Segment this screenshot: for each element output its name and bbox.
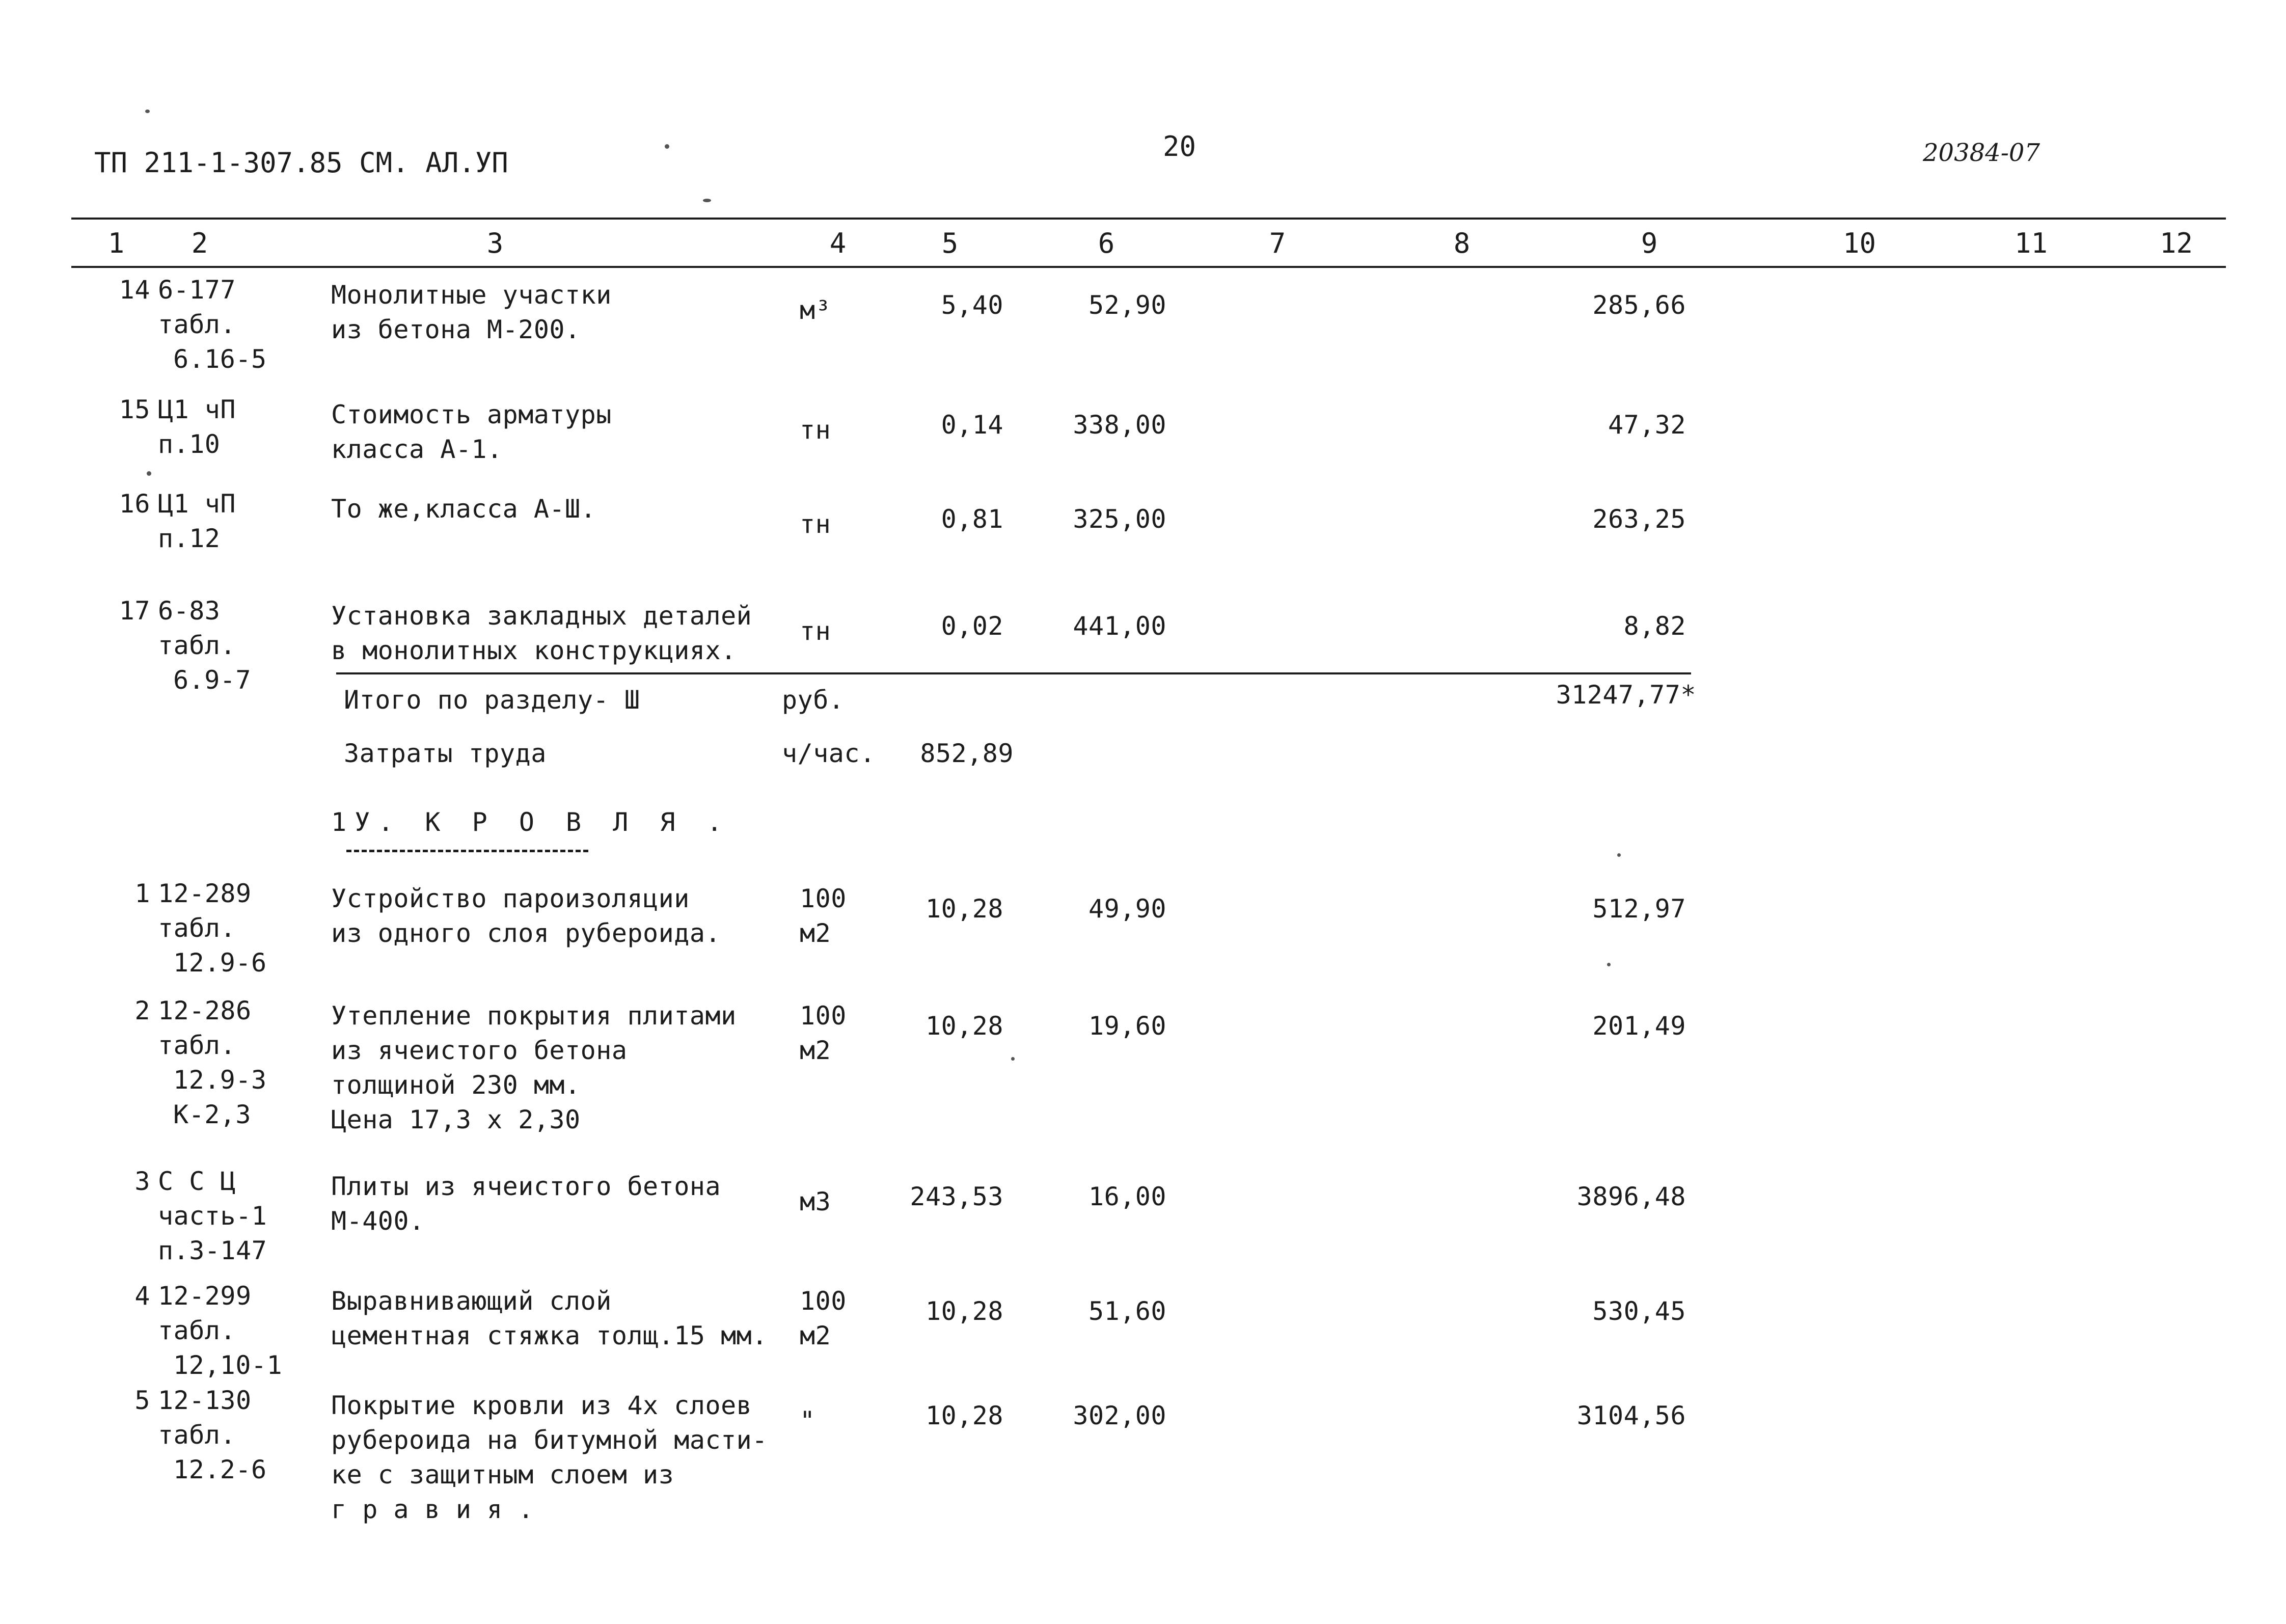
norm-code-line: 6.16-5 — [173, 344, 267, 374]
scan-speck — [703, 199, 711, 202]
norm-code-line: 12-289 — [158, 879, 252, 908]
subtotal-unit: ч/час. — [782, 739, 876, 768]
description-line: Плиты из ячеистого бетона — [331, 1172, 721, 1201]
norm-code-line: Ц1 чП — [158, 489, 236, 519]
norm-code-line: п.12 — [158, 524, 221, 553]
norm-code-line: 12.9-3 — [173, 1065, 267, 1095]
norm-code-line: 12-286 — [158, 996, 252, 1025]
description-line: М-400. — [331, 1206, 425, 1236]
unit-line: м2 — [800, 1321, 831, 1350]
row-number: 14 — [119, 275, 150, 305]
description-line: в монолитных конструкциях. — [331, 636, 737, 665]
description-line: из ячеистого бетона — [331, 1036, 628, 1065]
description-line: ке с защитным слоем из — [331, 1460, 674, 1490]
column-number: 11 — [2015, 227, 2048, 259]
unit-price: 16,00 — [1088, 1182, 1166, 1211]
row-number: 16 — [119, 489, 150, 519]
total-cost: 201,49 — [1592, 1011, 1686, 1041]
table-top-rule — [71, 218, 2226, 220]
column-number: 10 — [1843, 227, 1876, 259]
row-number: 2 — [134, 996, 150, 1025]
column-number: 3 — [486, 227, 504, 259]
norm-code-line: часть-1 — [158, 1201, 267, 1231]
norm-code-line: табл. — [158, 913, 236, 943]
subtotal-value: 852,89 — [920, 739, 1014, 768]
column-number: 8 — [1453, 227, 1471, 259]
column-number: 7 — [1269, 227, 1286, 259]
unit-line: тн — [800, 509, 831, 539]
unit-line: м³ — [800, 295, 831, 325]
description-line: Выравнивающий слой — [331, 1286, 612, 1316]
unit-price: 51,60 — [1088, 1296, 1166, 1326]
scan-speck — [1607, 963, 1611, 966]
norm-code-line: табл. — [158, 1316, 236, 1345]
norm-code-line: Ц1 чП — [158, 395, 236, 424]
description-line: из бетона М-200. — [331, 315, 581, 344]
unit-line: м3 — [800, 1187, 831, 1216]
description-line: Покрытие кровли из 4х слоев — [331, 1391, 752, 1420]
norm-code-line: табл. — [158, 631, 236, 660]
unit-line: " — [800, 1406, 815, 1436]
norm-code-line: табл. — [158, 1031, 236, 1060]
unit-line: 100 — [800, 1001, 847, 1031]
unit-price: 338,00 — [1073, 410, 1166, 440]
norm-code-line: 12-299 — [158, 1281, 252, 1311]
total-cost: 3896,48 — [1576, 1182, 1686, 1211]
description-line: Цена 17,3 х 2,30 — [331, 1105, 581, 1134]
section-heading: 1У. К Р О В Л Я . — [331, 807, 730, 837]
row-number: 5 — [134, 1386, 150, 1415]
column-number: 5 — [941, 227, 959, 259]
scan-speck — [1011, 1057, 1015, 1061]
description-line: То же,класса А-Ш. — [331, 494, 596, 524]
doc-code: ТП 211-1-307.85 СМ. АЛ.УП — [94, 147, 508, 179]
scan-speck — [147, 471, 151, 476]
unit-price: 19,60 — [1088, 1011, 1166, 1041]
norm-code-line: п.3-147 — [158, 1236, 267, 1265]
scan-speck — [1617, 853, 1621, 857]
norm-code-line: табл. — [158, 310, 236, 339]
column-number: 6 — [1098, 227, 1115, 259]
norm-code-line: 12,10-1 — [173, 1350, 283, 1380]
total-cost: 8,82 — [1623, 611, 1686, 641]
norm-code-line: п.10 — [158, 429, 221, 459]
norm-code-line: К-2,3 — [173, 1100, 252, 1129]
unit-line: м2 — [800, 918, 831, 948]
section-heading-underline — [346, 850, 588, 852]
unit-line: 100 — [800, 884, 847, 913]
description-line: цементная стяжка толщ.15 мм. — [331, 1321, 768, 1350]
unit-price: 302,00 — [1073, 1401, 1166, 1430]
total-cost: 285,66 — [1592, 290, 1686, 320]
row-number: 3 — [134, 1167, 150, 1196]
unit-price: 49,90 — [1088, 894, 1166, 924]
row-number: 17 — [119, 596, 150, 626]
scan-speck — [145, 110, 150, 113]
subtotal-unit: руб. — [782, 685, 845, 715]
quantity: 10,28 — [925, 1011, 1003, 1041]
description-line: Стоимость арматуры — [331, 400, 612, 429]
unit-line: м2 — [800, 1036, 831, 1065]
row-number: 15 — [119, 395, 150, 424]
unit-price: 325,00 — [1073, 504, 1166, 534]
description-line: толщиной 230 мм. — [331, 1070, 581, 1100]
total-cost: 3104,56 — [1576, 1401, 1686, 1430]
description-line: г р а в и я . — [331, 1495, 534, 1524]
norm-code-line: 6-83 — [158, 596, 221, 626]
norm-code-line: табл. — [158, 1420, 236, 1450]
description-line: класса А-1. — [331, 435, 503, 464]
norm-code-line: С С Ц — [158, 1167, 236, 1196]
total-cost: 530,45 — [1592, 1296, 1686, 1326]
quantity: 0,81 — [941, 504, 1003, 534]
subtotal-label: Итого по разделу- Ш — [344, 685, 640, 715]
description-line: из одного слоя рубероида. — [331, 918, 721, 948]
column-number: 2 — [191, 227, 208, 259]
unit-price: 441,00 — [1073, 611, 1166, 641]
column-number: 12 — [2160, 227, 2193, 259]
row-number: 4 — [134, 1281, 150, 1311]
subtotal-label: Затраты труда — [344, 739, 547, 768]
quantity: 10,28 — [925, 1296, 1003, 1326]
unit-price: 52,90 — [1088, 290, 1166, 320]
quantity: 10,28 — [925, 894, 1003, 924]
total-cost: 512,97 — [1592, 894, 1686, 924]
quantity: 5,40 — [941, 290, 1003, 320]
norm-code-line: 12.9-6 — [173, 948, 267, 978]
archive-number: 20384-07 — [1923, 139, 2040, 167]
row-number: 1 — [134, 879, 150, 908]
quantity: 0,14 — [941, 410, 1003, 440]
quantity: 243,53 — [910, 1182, 1003, 1211]
description-line: Монолитные участки — [331, 280, 612, 310]
column-number: 4 — [829, 227, 847, 259]
norm-code-line: 6-177 — [158, 275, 236, 305]
description-line: Установка закладных деталей — [331, 601, 752, 631]
total-cost: 47,32 — [1608, 410, 1686, 440]
unit-line: тн — [800, 616, 831, 646]
description-line: рубероида на битумной масти- — [331, 1425, 768, 1455]
norm-code-line: 12.2-6 — [173, 1455, 267, 1484]
unit-line: 100 — [800, 1286, 847, 1316]
column-number: 1 — [107, 227, 125, 259]
subtotal-rule — [336, 672, 1691, 674]
scan-speck — [665, 144, 669, 149]
quantity: 10,28 — [925, 1401, 1003, 1430]
description-line: Устройство пароизоляции — [331, 884, 690, 913]
quantity: 0,02 — [941, 611, 1003, 641]
page-number: 20 — [1163, 130, 1196, 163]
norm-code-line: 12-130 — [158, 1386, 252, 1415]
norm-code-line: 6.9-7 — [173, 665, 252, 695]
unit-line: тн — [800, 415, 831, 445]
subtotal-value: 31247,77* — [1556, 680, 1696, 710]
description-line: Утепление покрытия плитами — [331, 1001, 737, 1031]
total-cost: 263,25 — [1592, 504, 1686, 534]
table-header-rule — [71, 266, 2226, 268]
column-number: 9 — [1641, 227, 1658, 259]
